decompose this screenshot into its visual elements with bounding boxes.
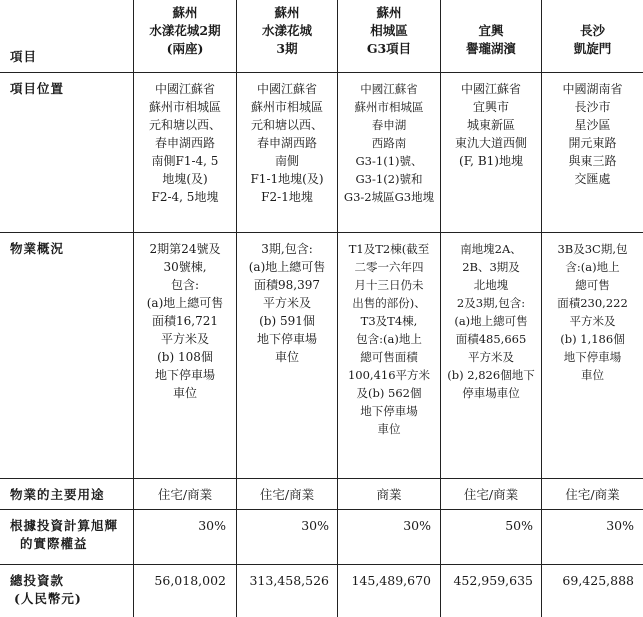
usage-cell-2: 住宅/商業 — [259, 487, 315, 502]
row-rule — [0, 509, 643, 510]
location-cell-2: 中國江蘇省 蘇州市相城區 元和塘以西、 春申湖西路 南側 F1-1地塊(及) F2-1地塊 — [250, 82, 324, 204]
overview-cell-1: 2期第24號及 30號棟, 包含: (a)地上總可售 面積16,721 平方米及 (b) 108個 地下停車場 車位 — [146, 242, 224, 400]
row-rule — [0, 232, 643, 233]
usage-cell-1: 住宅/商業 — [157, 487, 213, 502]
overview-cell-5: 3B及3C期,包 含:(a)地上 總可售 面積230,222 平方米及 (b) 1,186個 地下停車場 車位 — [557, 242, 628, 382]
usage-cell-5: 住宅/商業 — [565, 487, 620, 502]
location-cell-5: 中國湖南省 長沙市 星沙區 開元東路 與東三路 交匯處 — [562, 82, 623, 186]
usage-cell-4: 住宅/商業 — [463, 487, 519, 502]
header-project-2: 蘇州 水漾花城 3期 — [261, 5, 312, 56]
location-cell-1: 中國江蘇省 蘇州市相城區 元和塘以西、 春申湖西路 南側F1-4, 5 地塊(及) F2-4, 5地塊 — [148, 82, 221, 204]
row-label-overview: 物業概況 — [10, 241, 65, 256]
investment-cell-2: 313,458,526 — [249, 573, 329, 588]
header-item-label: 項目 — [10, 49, 38, 64]
overview-cell-4: 南地塊2A、 2B、3期及 北地塊 2及3期,包含: (a)地上總可售 面積485,665 平方米及 (b) 2,826個地下 停車場車位 — [447, 242, 535, 400]
header-project-3: 蘇州 相城區 G3項目 — [366, 5, 412, 56]
row-label-investment: 總投資款 (人民幣元) — [10, 573, 82, 606]
row-label-interest: 根據投資計算旭輝 的實際權益 — [10, 518, 119, 551]
header-project-4: 宜興 譽瓏湖濱 — [465, 23, 516, 56]
row-rule — [0, 564, 643, 565]
row-label-usage: 物業的主要用途 — [10, 487, 105, 502]
row-rule — [0, 478, 643, 479]
investment-cell-3: 145,489,670 — [351, 573, 431, 588]
header-project-1: 蘇州 水漾花城2期 (兩座) — [149, 5, 221, 56]
investment-cell-4: 452,959,635 — [453, 573, 533, 588]
location-cell-4: 中國江蘇省 宜興市 城東新區 東氿大道西側 (F, B1)地塊 — [454, 82, 527, 168]
interest-cell-2: 30% — [301, 518, 329, 533]
header-rule — [0, 72, 643, 73]
interest-cell-5: 30% — [606, 518, 634, 533]
overview-cell-2: 3期,包含: (a)地上總可售 面積98,397 平方米及 (b) 591個 地下停車場 車位 — [248, 242, 326, 364]
investment-cell-1: 56,018,002 — [154, 573, 226, 588]
overview-cell-3: T1及T2棟(截至 二零一六年四 月十三日仍未 出售的部份)、 T3及T4棟, 包含:(a)地上 總可售面積 100,416平方米 及(b) 562個 地下停車場 車位 — [347, 242, 431, 436]
header-project-5: 長沙 凱旋門 — [573, 23, 612, 56]
location-cell-3: 中國江蘇省 蘇州市相城區 春申湖 西路南 G3-1(1)號、 G3-1(2)號和 G3-2城區G3地塊 — [343, 82, 435, 204]
row-label-location: 項目位置 — [10, 81, 65, 96]
usage-cell-3: 商業 — [376, 487, 402, 502]
interest-cell-4: 50% — [505, 518, 533, 533]
interest-cell-3: 30% — [403, 518, 431, 533]
investment-cell-5: 69,425,888 — [562, 573, 634, 588]
interest-cell-1: 30% — [198, 518, 226, 533]
